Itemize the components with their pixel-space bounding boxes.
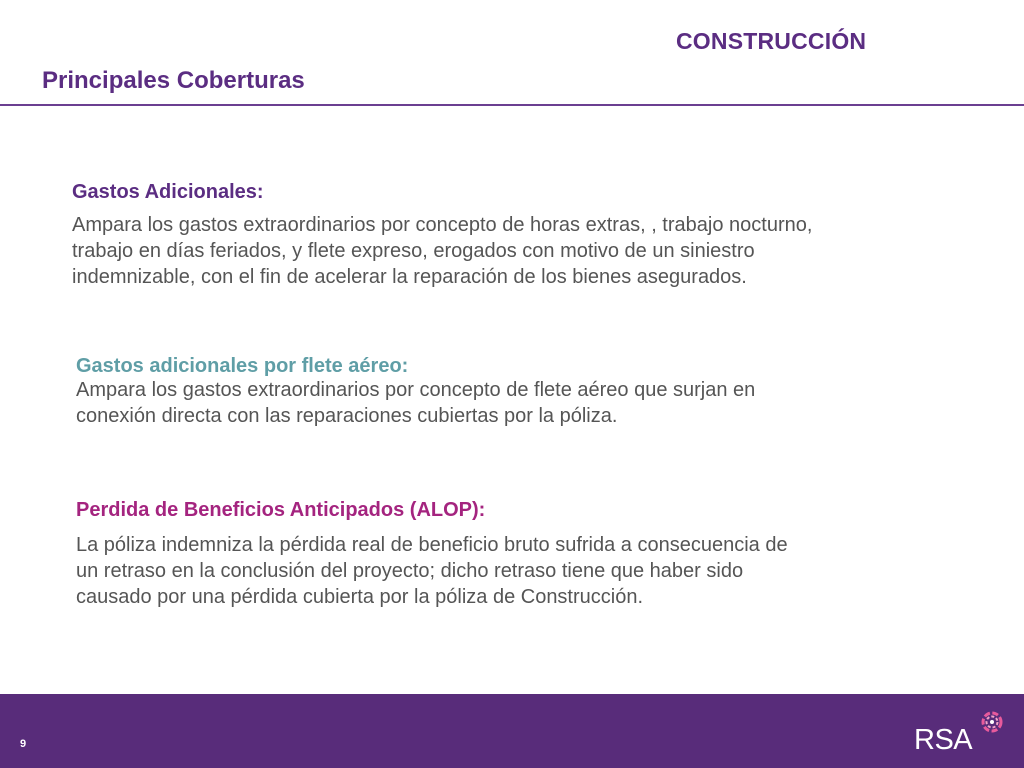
- section-tag: CONSTRUCCIÓN: [676, 28, 867, 54]
- swirl-icon: [978, 708, 1006, 736]
- body-line: causado por una pérdida cubierta por la póliza de Construcción.: [76, 586, 644, 608]
- page-title: Principales Coberturas: [42, 67, 305, 94]
- body-line: Ampara los gastos extraordinarios por concepto de horas extras, , trabajo nocturno,: [72, 214, 813, 236]
- body-line: trabajo en días feriados, y flete expreso, erogados con motivo de un siniestro: [72, 240, 755, 262]
- page-number: 9: [20, 738, 27, 750]
- body-line: indemnizable, con el fin de acelerar la reparación de los bienes asegurados.: [72, 266, 747, 288]
- coverage-heading-alop: Perdida de Beneficios Anticipados (ALOP):: [76, 499, 486, 521]
- rsa-logo: [914, 704, 1006, 756]
- logo-text: RSA: [914, 724, 973, 756]
- body-line: La póliza indemniza la pérdida real de beneficio bruto sufrida a consecuencia de: [76, 534, 788, 556]
- body-line: conexión directa con las reparaciones cubiertas por la póliza.: [76, 405, 618, 427]
- footer-bar: [0, 694, 1024, 768]
- coverage-body-alop: [76, 532, 788, 610]
- body-line: un retraso en la conclusión del proyecto; dicho retraso tiene que haber sido: [76, 560, 744, 582]
- body-line: Ampara los gastos extraordinarios por concepto de flete aéreo que surjan en: [76, 379, 756, 401]
- title-divider: [0, 104, 1024, 106]
- coverage-body-flete-aereo: [76, 377, 755, 429]
- coverage-heading-flete-aereo: Gastos adicionales por flete aéreo:: [76, 355, 409, 377]
- coverage-heading-gastos-adicionales: Gastos Adicionales:: [72, 181, 264, 203]
- coverage-body-gastos-adicionales: [72, 212, 812, 290]
